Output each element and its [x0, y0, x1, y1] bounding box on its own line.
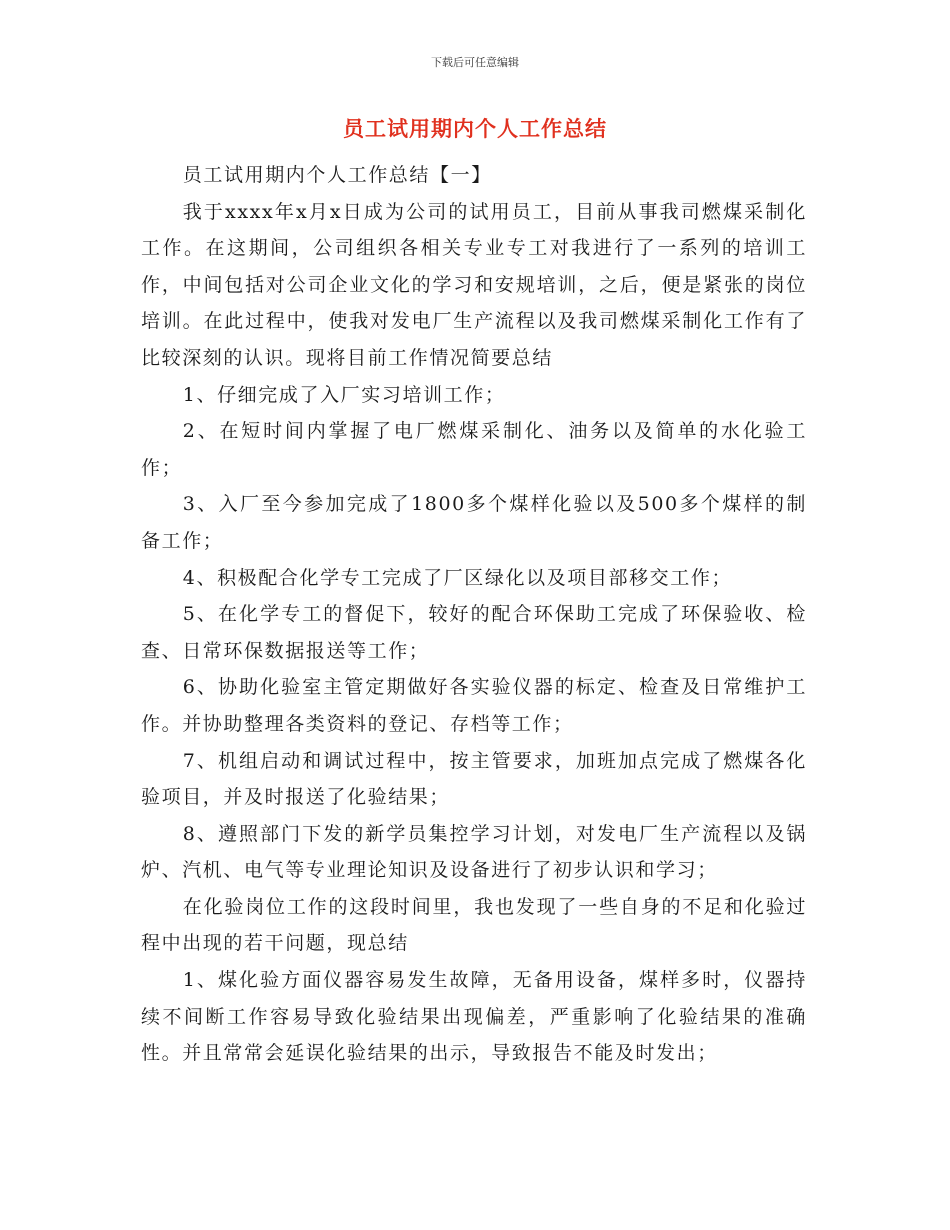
document-body [141, 157, 807, 1072]
problems-intro-paragraph: 在化验岗位工作的这段时间里，我也发现了一些自身的不足和化验过程中出现的若干问题，现总结 [141, 895, 807, 955]
list-item: 1、仔细完成了入厂实习培训工作； [182, 383, 506, 406]
list-item: 2、在短时间内掌握了电厂燃煤采制化、油务以及简单的水化验工作； [141, 420, 807, 479]
intro-paragraph: 我于xxxx年x月x日成为公司的试用员工，目前从事我司燃煤采制化工作。在这期间，公司组织各相关专业专工对我进行了一系列的培训工作，中间包括对公司企业文化的学习和安规培训，之后，便是紧张的岗位培训。在此过程中，使我对发电厂生产流程以及我司燃煤采制化工作有了比较深刻的认识。现将目前工作情况简要总结 [141, 200, 807, 369]
list-item: 4、积极配合化学专工完成了厂区绿化以及项目部移交工作； [182, 566, 733, 589]
list-item: 6、协助化验室主管定期做好各实验仪器的标定、检查及日常维护工作。并协助整理各类资料的登记、存档等工作； [141, 676, 807, 735]
list-item: 5、在化学专工的督促下，较好的配合环保助工完成了环保验收、检查、日常环保数据报送等工作； [141, 603, 807, 662]
list-item: 7、机组启动和调试过程中，按主管要求，加班加点完成了燃煤各化验项目，并及时报送了化验结果； [141, 749, 807, 809]
list-item: 1、煤化验方面仪器容易发生故障，无备用设备，煤样多时，仪器持续不间断工作容易导致化验结果出现偏差，严重影响了化验结果的准确性。并且常常会延误化验结果的出示，导致报告不能及时发出； [141, 969, 807, 1065]
list-item: 3、入厂至今参加完成了1800多个煤样化验以及500多个煤样的制备工作； [141, 493, 807, 552]
page-header-note: 下载后可任意编辑 [431, 56, 519, 69]
list-item: 8、遵照部门下发的新学员集控学习计划，对发电厂生产流程以及锅炉、汽机、电气等专业理论知识及设备进行了初步认识和学习； [141, 822, 807, 882]
document-title: 员工试用期内个人工作总结 [343, 117, 607, 141]
section-heading: 员工试用期内个人工作总结【一】 [182, 164, 492, 186]
